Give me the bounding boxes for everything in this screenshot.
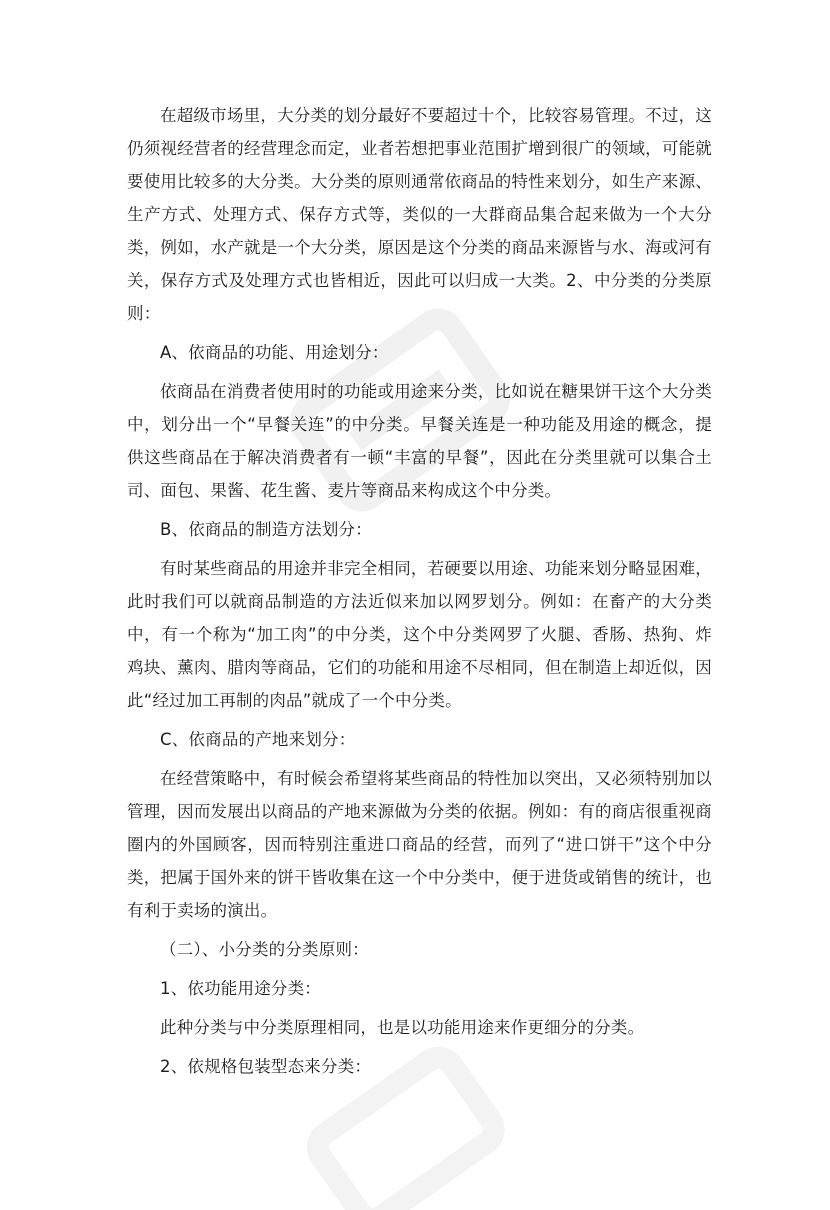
document-body [127, 99, 712, 1089]
paragraph-origin: 在经营策略中，有时候会希望将某些商品的特性加以突出，又必须特别加以管理，因而发展出以商品的产地来源做为分类的依据。例如：有的商店很重视商圈内的外国顾客，因而特别注重进口商品的经营，而列了“进口饼干”这个中分类，把属于国外来的饼干皆收集在这一个中分类中，便于进货或销售的统计，也有利于卖场的演出。 [127, 769, 712, 920]
paragraph-manufacturing: 有时某些商品的用途并非完全相同，若硬要以用途、功能来划分略显困难，此时我们可以就商品制造的方法近似来加以网罗划分。例如：在畜产的大分类中，有一个称为“加工肉”的中分类，这个中分类网罗了火腿、香肠、热狗、炸鸡块、薰肉、腊肉等商品，它们的功能和用途不尽相同，但在制造上却近似，因此“经过加工再制的肉品”就成了一个中分类。 [127, 559, 712, 710]
heading-minor-function: 1、依功能用途分类： [160, 979, 321, 998]
paragraph-major-category: 在超级市场里，大分类的划分最好不要超过十个，比较容易管理。不过，这仍须视经营者的经营理念而定，业者若想把事业范围扩增到很广的领域，可能就要使用比较多的大分类。大分类的原则通常依商品的特性来划分，如生产来源、生产方式、处理方式、保存方式等，类似的一大群商品集合起来做为一个大分类，例如，水产就是一个大分类，原因是这个分类的商品来源皆与水、海或河有关，保存方式及处理方式也皆相近，因此可以归成一大类。2、中分类的分类原则： [127, 106, 712, 323]
heading-minor-packaging: 2、依规格包装型态来分类： [160, 1057, 372, 1076]
heading-by-function: A、依商品的功能、用途划分： [160, 343, 389, 362]
heading-by-manufacturing: B、依商品的制造方法划分： [160, 520, 372, 539]
heading-minor-category: （二）、小分类的分类原则： [160, 940, 369, 959]
paragraph-function-usage: 依商品在消费者使用时的功能或用途来分类，比如说在糖果饼干这个大分类中，划分出一个“早餐关连”的中分类。早餐关连是一种功能及用途的概念，提供这些商品在于解决消费者有一顿“丰富的早餐”，因此在分类里就可以集合土司、面包、果酱、花生酱、麦片等商品来构成这个中分类。 [127, 382, 712, 500]
paragraph-minor-function: 此种分类与中分类原理相同，也是以功能用途来作更细分的分类。 [160, 1018, 645, 1037]
heading-by-origin: C、依商品的产地来划分： [160, 730, 356, 749]
